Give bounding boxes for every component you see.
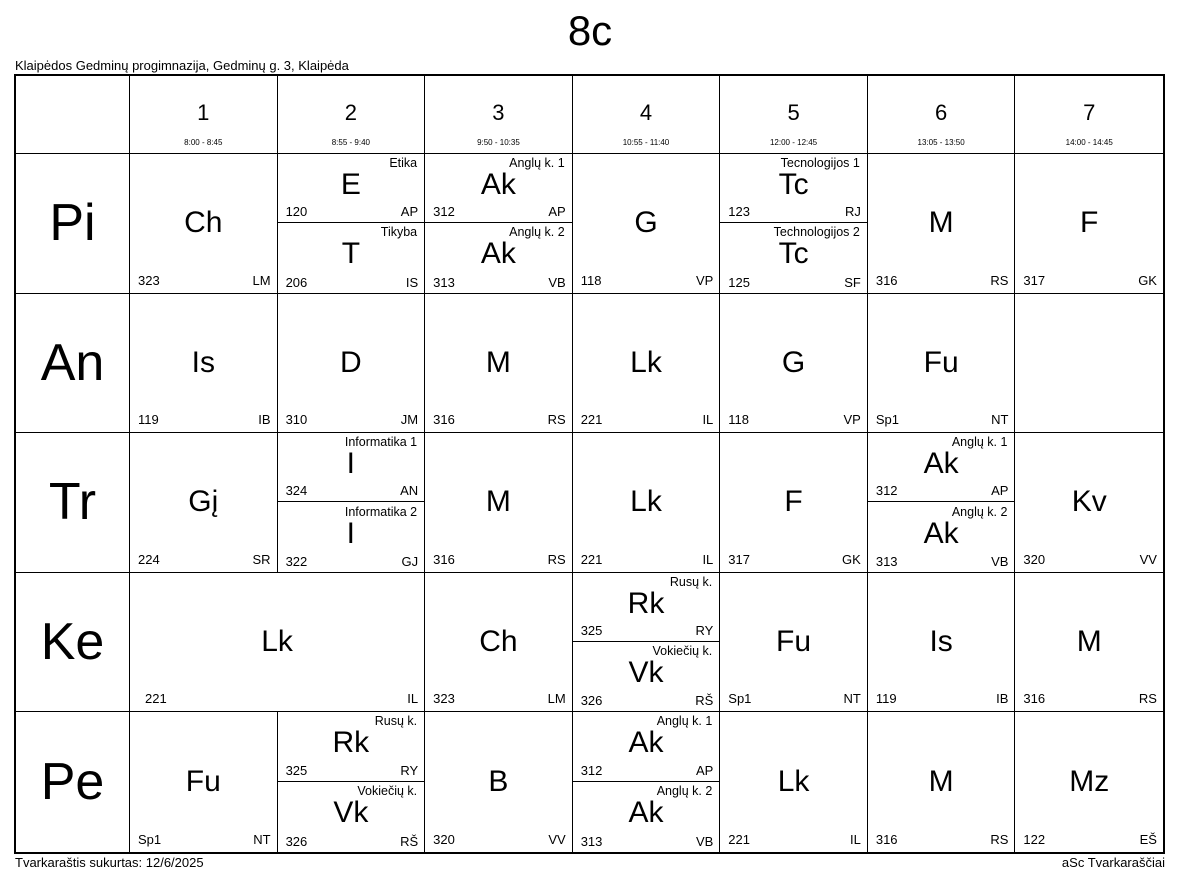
teacher: VP: [695, 272, 714, 288]
room: 320: [1023, 551, 1046, 567]
room: 118: [580, 272, 602, 288]
teacher: RS: [547, 412, 566, 428]
subject: M: [1076, 625, 1102, 659]
teacher: VV: [1139, 551, 1157, 567]
teacher: RJ: [844, 204, 861, 220]
teacher: AN: [400, 483, 419, 499]
lesson-cell: [1015, 433, 1163, 573]
teacher: SR: [252, 551, 271, 567]
teacher: IB: [258, 412, 271, 428]
subject: M: [485, 345, 511, 379]
lesson-cell: [868, 154, 1016, 294]
subject: Is: [929, 625, 953, 659]
subject: Vk: [333, 796, 369, 830]
subject: Kv: [1071, 485, 1107, 519]
day-label: An: [16, 294, 130, 434]
lesson-group: [425, 154, 572, 223]
room: 221: [728, 832, 750, 847]
subject: B: [488, 765, 509, 799]
teacher: GK: [842, 551, 861, 567]
period-header: [278, 76, 426, 154]
subject: Fu: [923, 345, 959, 379]
teacher: LM: [252, 272, 271, 288]
group-name: Tikyba: [380, 225, 418, 240]
lesson-cell: [130, 712, 278, 852]
lesson-group: [720, 154, 867, 223]
lesson-cell-split: [720, 154, 868, 294]
subject: Fu: [776, 625, 812, 659]
lesson-group: [278, 712, 425, 782]
lesson-cell: [868, 294, 1016, 434]
period-header: [130, 76, 278, 154]
lesson-cell: [425, 433, 573, 573]
room: 323: [433, 691, 455, 707]
teacher: AP: [400, 204, 419, 220]
room: 313: [580, 834, 603, 849]
teacher: IB: [996, 691, 1009, 707]
subject: Rk: [627, 586, 665, 620]
period-number: 4: [639, 100, 653, 125]
teacher: RS: [990, 272, 1009, 288]
teacher: RY: [695, 623, 714, 639]
period-time: 14:00 - 14:45: [1065, 138, 1113, 147]
lesson-group: [278, 503, 425, 572]
teacher: IL: [850, 832, 861, 847]
lesson-cell-split: [278, 154, 426, 294]
corner-cell: [16, 76, 130, 154]
lesson-cell: [130, 154, 278, 294]
teacher: GJ: [401, 553, 419, 569]
room: 316: [433, 551, 455, 567]
day-label: Ke: [16, 573, 130, 713]
lesson-cell-split: [573, 573, 721, 713]
teacher: VB: [991, 553, 1009, 569]
lesson-group: [573, 712, 720, 782]
teacher: VP: [843, 412, 861, 428]
room: 118: [728, 412, 750, 428]
teacher: IS: [405, 274, 419, 290]
created-date: Tvarkaraštis sukurtas: 12/6/2025: [15, 855, 204, 870]
lesson-cell: [130, 294, 278, 434]
lesson-cell: [130, 433, 278, 573]
room: 221: [145, 691, 167, 707]
group-name: Rusų k.: [374, 714, 418, 729]
teacher: GK: [1138, 272, 1157, 288]
subject: Is: [191, 345, 215, 379]
group-name: Technologijos 2: [773, 225, 860, 240]
room: 313: [433, 274, 455, 290]
lesson-cell: [573, 154, 721, 294]
teacher: RY: [400, 763, 419, 779]
lesson-cell-split: [573, 712, 721, 852]
lesson-group: [573, 782, 720, 852]
teacher: RŠ: [695, 693, 714, 709]
subject: Gį: [188, 485, 219, 519]
subject: Tc: [778, 168, 809, 201]
lesson-cell: [573, 294, 721, 434]
lesson-cell: [1015, 712, 1163, 852]
room: 320: [433, 832, 455, 847]
room: 313: [875, 553, 898, 569]
room: 119: [875, 691, 897, 707]
room: 221: [580, 551, 603, 567]
teacher: VB: [695, 834, 714, 849]
room: 317: [1023, 272, 1046, 288]
lesson-cell: [720, 433, 868, 573]
period-number: 3: [492, 100, 505, 125]
room: 325: [580, 623, 603, 639]
period-time: 13:05 - 13:50: [917, 138, 965, 147]
teacher: AP: [695, 763, 714, 779]
school-address: Klaipėdos Gedminų progimnazija, Gedminų g. 3, Klaipėda: [15, 58, 349, 73]
room: 224: [138, 551, 160, 567]
lesson-group: [278, 433, 425, 502]
room: 206: [285, 274, 308, 290]
subject: F: [784, 485, 803, 519]
lesson-group: [278, 154, 425, 223]
teacher: RS: [990, 832, 1009, 847]
group-name: Informatika 2: [344, 504, 418, 519]
teacher: SF: [844, 274, 861, 290]
lesson-group: [720, 223, 867, 292]
subject: D: [340, 345, 362, 379]
day-label: Pi: [16, 154, 130, 294]
room: 317: [728, 551, 750, 567]
lesson-cell: [1015, 573, 1163, 713]
teacher: RŠ: [400, 834, 419, 849]
subject: Ch: [184, 206, 223, 240]
teacher: NT: [991, 412, 1009, 428]
group-name: Anglų k. 1: [951, 435, 1008, 450]
teacher: EŠ: [1139, 832, 1157, 847]
lesson-cell: [425, 712, 573, 852]
subject: Lk: [777, 765, 810, 799]
subject: M: [928, 765, 954, 799]
group-name: Anglų k. 2: [656, 784, 713, 799]
subject: M: [485, 485, 511, 519]
lesson-cell: [868, 712, 1016, 852]
lesson-group: [573, 573, 720, 642]
group-name: Vokiečių k.: [357, 784, 418, 799]
teacher: LM: [547, 691, 566, 707]
lesson-cell: [1015, 154, 1163, 294]
period-time: 8:55 - 9:40: [331, 138, 370, 147]
lesson-cell-double: [130, 573, 425, 713]
subject: M: [928, 206, 954, 240]
teacher: VB: [548, 274, 566, 290]
lesson-cell-split: [278, 712, 426, 852]
period-header: [573, 76, 721, 154]
lesson-cell: [573, 433, 721, 573]
period-header: [868, 76, 1016, 154]
subject: E: [340, 168, 361, 201]
room: 316: [1023, 691, 1046, 707]
subject: Lk: [630, 345, 662, 379]
teacher: NT: [843, 691, 861, 707]
room: 316: [433, 412, 455, 428]
period-time: 8:00 - 8:45: [184, 138, 223, 147]
period-number: 7: [1083, 100, 1096, 125]
group-name: Anglų k. 1: [656, 714, 713, 729]
subject: I: [346, 516, 356, 550]
teacher: IL: [702, 412, 714, 428]
room: 312: [875, 483, 898, 499]
period-number: 5: [787, 100, 800, 125]
subject: Ch: [479, 625, 518, 659]
room: 120: [285, 204, 308, 220]
room: 324: [285, 483, 308, 499]
period-number: 1: [197, 100, 210, 125]
subject: F: [1080, 206, 1099, 240]
lesson-cell: [278, 294, 426, 434]
teacher: AP: [548, 204, 566, 220]
teacher: VV: [548, 832, 566, 847]
timetable-grid: [14, 74, 1165, 854]
subject: G: [781, 345, 806, 379]
room: 316: [875, 832, 898, 847]
room: Sp1: [875, 412, 899, 428]
subject: Lk: [630, 485, 662, 519]
subject: Fu: [185, 765, 221, 799]
brand-label: aSc Tvarkaraščiai: [1061, 855, 1165, 870]
room: 125: [728, 274, 750, 290]
room: 312: [580, 763, 603, 779]
teacher: AP: [991, 483, 1009, 499]
lesson-cell-split: [425, 154, 573, 294]
teacher: RS: [1138, 691, 1157, 707]
period-time: 10:55 - 11:40: [622, 138, 670, 147]
subject: Vk: [628, 656, 664, 690]
group-name: Tecnologijos 1: [780, 156, 860, 170]
subject: Ak: [923, 516, 959, 550]
subject: I: [346, 447, 356, 481]
room: 316: [875, 272, 898, 288]
room: 326: [285, 834, 308, 849]
room: 123: [728, 204, 750, 220]
room: 323: [138, 272, 160, 288]
period-number: 6: [935, 100, 948, 125]
subject: Ak: [923, 447, 959, 481]
period-header: [1015, 76, 1163, 154]
subject: Tc: [778, 237, 809, 271]
teacher: IL: [702, 551, 714, 567]
lesson-cell: [425, 294, 573, 434]
room: 310: [285, 412, 308, 428]
group-name: Etika: [389, 156, 418, 170]
lesson-group: [868, 503, 1015, 572]
lesson-group: [868, 433, 1015, 502]
teacher: RS: [547, 551, 566, 567]
lesson-cell: [720, 573, 868, 713]
lesson-cell-split: [278, 433, 426, 573]
lesson-cell: [868, 573, 1016, 713]
subject: Lk: [261, 625, 293, 659]
period-time: 9:50 - 10:35: [477, 138, 520, 147]
group-name: Vokiečių k.: [652, 644, 713, 659]
page-title: 8c: [567, 7, 613, 54]
group-name: Anglų k. 1: [509, 156, 565, 170]
lesson-group: [573, 642, 720, 711]
subject: Rk: [332, 726, 370, 760]
subject: Ak: [480, 168, 516, 201]
teacher: IL: [407, 691, 419, 707]
room: 325: [285, 763, 308, 779]
lesson-cell: [720, 294, 868, 434]
period-header: [720, 76, 868, 154]
lesson-group: [278, 782, 425, 852]
period-time: 12:00 - 12:45: [769, 138, 818, 147]
empty-cell: [1015, 294, 1163, 434]
subject: T: [341, 237, 361, 271]
group-name: Rusų k.: [669, 574, 713, 589]
room: 221: [580, 412, 603, 428]
teacher: NT: [253, 832, 271, 847]
subject: G: [634, 206, 658, 240]
room: Sp1: [728, 691, 752, 707]
lesson-cell: [720, 712, 868, 852]
lesson-group: [278, 223, 425, 292]
room: 322: [285, 553, 308, 569]
lesson-cell: [425, 573, 573, 713]
room: 312: [433, 204, 455, 220]
room: Sp1: [138, 832, 162, 847]
group-name: Anglų k. 2: [509, 225, 565, 240]
teacher: JM: [400, 412, 419, 428]
room: 122: [1023, 832, 1046, 847]
subject: Ak: [480, 237, 516, 271]
period-number: 2: [344, 100, 357, 125]
day-label: Tr: [16, 433, 130, 573]
room: 119: [138, 412, 159, 428]
period-header: [425, 76, 573, 154]
group-name: Informatika 1: [344, 435, 418, 450]
day-label: Pe: [16, 712, 130, 852]
subject: Ak: [628, 796, 664, 830]
subject: Ak: [628, 726, 664, 760]
lesson-group: [425, 223, 572, 292]
subject: Mz: [1069, 765, 1110, 799]
lesson-cell-split: [868, 433, 1016, 573]
room: 326: [580, 693, 603, 709]
group-name: Anglų k. 2: [951, 504, 1008, 519]
